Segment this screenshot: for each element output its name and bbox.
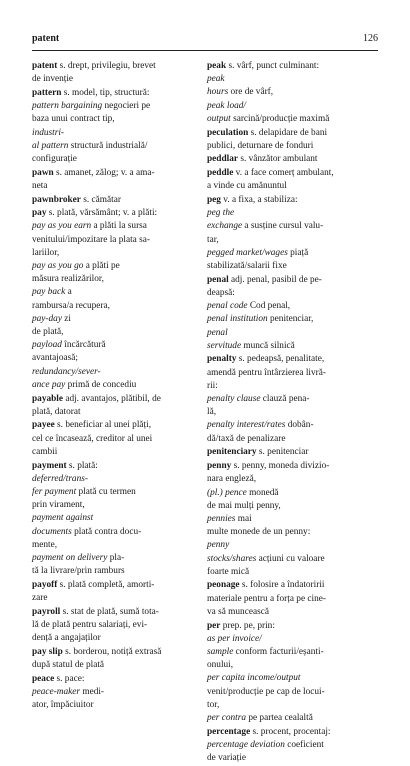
entry-line — [207, 180, 375, 193]
entry-headword: pay — [32, 208, 47, 219]
entry-italic-phrase: al pattern — [32, 140, 69, 151]
dictionary-entry — [32, 207, 200, 392]
entry-italic-phrase: payload — [32, 340, 62, 351]
entry-text: onului, — [207, 660, 234, 671]
dictionary-entry — [32, 646, 200, 672]
entry-text: s. model, tip, structură: — [61, 87, 150, 98]
entry-line — [207, 752, 375, 765]
entry-line — [32, 247, 200, 260]
entry-line — [207, 340, 375, 353]
entry-text: plată contra docu- — [71, 526, 142, 537]
entry-line — [32, 87, 200, 100]
entry-text: lariilor, — [32, 247, 60, 258]
entry-line — [32, 686, 200, 699]
entry-headword: peonage — [207, 580, 240, 591]
entry-line — [207, 433, 375, 446]
entry-text: monedă — [246, 487, 279, 498]
entry-line — [32, 313, 200, 326]
entry-headword: payable — [32, 393, 63, 404]
entry-text: prep. pe, prin: — [220, 620, 275, 631]
entry-text: s. stat de plată, sumă tota- — [60, 606, 159, 617]
entry-text: rambursa/a recupera, — [32, 300, 110, 311]
entry-text: a — [65, 287, 72, 298]
entry-text: după statul de plată — [32, 660, 105, 671]
entry-text: mai — [235, 513, 252, 524]
entry-text: multe monede de un penny: — [207, 527, 311, 538]
entry-line — [207, 579, 375, 592]
entry-italic-phrase: pay-day — [32, 313, 62, 324]
entry-line — [207, 127, 375, 140]
entry-line — [32, 339, 200, 352]
entry-line — [207, 446, 375, 459]
entry-line — [207, 234, 375, 247]
entry-line — [32, 592, 200, 605]
entry-text: mente, — [32, 539, 58, 550]
entry-line — [207, 100, 375, 113]
entry-line — [207, 300, 375, 313]
entry-line — [32, 127, 200, 140]
entry-line — [207, 526, 375, 539]
entry-line — [32, 207, 200, 220]
entry-italic-phrase: pay as you earn — [32, 221, 92, 232]
entry-line — [207, 606, 375, 619]
entry-text: adj. penal, pasibil de pe- — [228, 274, 322, 285]
entry-line — [207, 60, 375, 73]
entry-headword: payee — [32, 420, 55, 431]
entry-line — [207, 500, 375, 513]
entry-line — [207, 419, 375, 432]
entry-line — [32, 473, 200, 486]
entry-line — [32, 499, 200, 512]
entry-italic-phrase: servitude — [207, 340, 242, 351]
entry-text: piață — [287, 247, 309, 258]
entry-headword: peculation — [207, 127, 249, 138]
entry-line — [207, 593, 375, 606]
entry-line — [32, 486, 200, 499]
entry-italic-phrase: percentage deviation — [207, 739, 285, 750]
entry-text: neta — [32, 180, 48, 191]
entry-text: clauză pena- — [260, 394, 310, 405]
entry-line — [32, 300, 200, 313]
entry-text: baza unui contract tip, — [32, 114, 115, 125]
entry-italic-phrase: penalty interest/rates — [207, 420, 286, 431]
entry-line — [207, 406, 375, 419]
dictionary-entry — [207, 620, 375, 726]
entry-text: s. plată, vărsământ; v. a plăti: — [46, 208, 158, 219]
entry-text: v. a fixa, a stabiliza: — [220, 195, 298, 206]
entry-line — [32, 220, 200, 233]
entry-text: deapsă: — [207, 287, 235, 298]
dictionary-entry — [207, 153, 375, 166]
entry-italic-phrase: industri- — [32, 127, 65, 138]
dictionary-entry — [207, 127, 375, 153]
entry-text: ator, împăciuitor — [32, 700, 94, 711]
entry-text: pla- — [107, 553, 125, 564]
entry-headword: peddlar — [207, 154, 238, 165]
entry-italic-phrase: ance pay — [32, 379, 66, 390]
entry-line — [32, 646, 200, 659]
entry-text: dență a angajaților — [32, 633, 101, 644]
entry-italic-phrase: pay as you go — [32, 261, 84, 272]
entry-text: tar, — [207, 234, 219, 245]
entry-line — [32, 273, 200, 286]
entry-text: s. penitenciar — [256, 447, 309, 458]
entry-text: s. folosire a îndatoririi — [239, 580, 325, 591]
entry-line — [32, 234, 200, 247]
entry-text: s. delapidare de bani — [248, 127, 328, 138]
entry-line — [32, 326, 200, 339]
entry-text: rii: — [207, 380, 218, 391]
entry-line — [32, 194, 200, 207]
dictionary-entry — [32, 460, 200, 579]
entry-line — [207, 153, 375, 166]
entry-italic-phrase: (pl.) pence — [207, 487, 247, 498]
entry-text: Cod penal, — [247, 301, 291, 312]
entry-line — [32, 419, 200, 432]
entry-text: s. penny, moneda divizio- — [231, 461, 330, 472]
entry-text: tor, — [207, 699, 220, 710]
entry-text: a plăti pe — [83, 261, 120, 272]
entry-text: a vinde cu amănuntul — [207, 181, 287, 192]
dictionary-entry — [207, 579, 375, 619]
dictionary-entry — [32, 60, 200, 86]
entry-italic-phrase: as per invoice/ — [207, 633, 262, 644]
entry-text: a plăti la sursa — [91, 221, 147, 232]
entry-headword: penny — [207, 461, 232, 472]
entry-line — [32, 366, 200, 379]
entry-text: plată, datorat — [32, 406, 81, 417]
dictionary-entry — [207, 194, 375, 273]
entry-line — [207, 140, 375, 153]
entry-text: de plată, — [32, 327, 64, 338]
entry-line — [32, 113, 200, 126]
entry-italic-phrase: payment on delivery — [32, 553, 108, 564]
entry-line — [32, 673, 200, 686]
entry-line — [32, 606, 200, 619]
entry-text: adj. avantajos, plătibil, de — [63, 393, 161, 404]
entry-headword: per — [207, 620, 221, 631]
entry-line — [32, 619, 200, 632]
entry-text: v. a face comerț ambulant, — [233, 168, 334, 179]
entry-text: s. beneficiar al unei plăți, — [54, 420, 152, 431]
entry-text: pe partea cealaltă — [246, 712, 313, 723]
entry-text: încărcătură — [61, 340, 106, 351]
entry-line — [32, 460, 200, 473]
entry-line — [207, 113, 375, 126]
dictionary-entry — [32, 579, 200, 605]
entry-line — [32, 180, 200, 193]
dictionary-entry — [207, 274, 375, 353]
entry-line — [32, 512, 200, 525]
entry-line — [207, 393, 375, 406]
entry-headword: payoff — [32, 579, 58, 590]
entry-text: materiale pentru a forța pe cine- — [207, 593, 326, 604]
entry-line — [207, 327, 375, 340]
entry-text: prin virament, — [32, 500, 85, 511]
dictionary-entry — [207, 460, 375, 579]
dictionary-entry — [207, 353, 375, 445]
entry-headword: peace — [32, 673, 55, 684]
entry-line — [32, 352, 200, 365]
entry-italic-phrase: penal code — [207, 301, 248, 312]
entry-text: de mai mulți penny, — [207, 500, 281, 511]
entry-headword: pattern — [32, 87, 62, 98]
entry-italic-phrase: pegged market/wages — [207, 247, 288, 258]
entry-italic-phrase: pattern bargaining — [32, 101, 103, 112]
entry-italic-phrase: fer payment — [32, 487, 77, 497]
entry-italic-phrase: payment against — [32, 513, 94, 524]
entry-text: dobân- — [285, 420, 314, 431]
entry-text: s. cămătar — [80, 194, 121, 205]
running-headword: patent — [32, 33, 60, 44]
dictionary-entry — [32, 419, 200, 459]
right-column — [207, 60, 375, 766]
entry-headword: percentage — [207, 726, 251, 737]
entry-line — [207, 194, 375, 207]
entry-line — [207, 260, 375, 273]
dictionary-entry — [32, 606, 200, 646]
entry-line — [207, 220, 375, 233]
entry-text: venitului/impozitare la plata sa- — [32, 234, 150, 245]
entry-text: coeficient — [284, 739, 324, 750]
entry-headword: penal — [207, 274, 229, 285]
entry-italic-phrase: stocks/shares — [207, 553, 257, 564]
entry-text: s. vânzător ambulant — [238, 154, 318, 165]
entry-headword: payroll — [32, 606, 61, 617]
entry-line — [32, 446, 200, 459]
entry-line — [32, 60, 200, 73]
entry-text: de invenție — [32, 74, 74, 85]
entry-italic-phrase: hours — [207, 87, 229, 98]
entry-text: ore de vârf, — [228, 87, 274, 98]
entry-line — [207, 739, 375, 752]
entry-line — [32, 153, 200, 166]
page-header — [32, 32, 378, 51]
entry-headword: payment — [32, 460, 67, 471]
entry-line — [207, 513, 375, 526]
entry-italic-phrase: output — [207, 113, 231, 124]
entry-italic-phrase: pay back — [32, 287, 66, 298]
dictionary-entry — [32, 167, 200, 193]
entry-text: venit/producție pe cap de locui- — [207, 686, 325, 697]
entry-line — [32, 406, 200, 419]
entry-line — [207, 539, 375, 552]
entry-line — [207, 313, 375, 326]
entry-italic-phrase: peak — [207, 74, 225, 85]
entry-headword: peak — [207, 61, 227, 71]
entry-text: va să muncească — [207, 606, 269, 617]
entry-text: lă de plată pentru salariați, evi- — [32, 620, 148, 631]
entry-italic-phrase: exchange — [207, 221, 243, 232]
entry-text: stabilizată/salarii fixe — [207, 261, 287, 272]
dictionary-entry — [32, 194, 200, 207]
entry-text: s. borderou, notiță extrasă — [62, 646, 162, 657]
entry-italic-phrase: penalty clause — [207, 394, 261, 405]
entry-line — [207, 86, 375, 99]
entry-text: de variație — [207, 753, 246, 764]
entry-text: penitenciar, — [267, 314, 314, 325]
entry-text: primă de concediu — [65, 379, 137, 390]
left-column — [32, 60, 200, 713]
entry-line — [207, 699, 375, 712]
entry-text: plată cu termen — [76, 487, 136, 497]
entry-italic-phrase: peace-maker — [32, 687, 81, 698]
entry-line — [32, 100, 200, 113]
entry-line — [32, 579, 200, 592]
entry-line — [32, 433, 200, 446]
entry-text: cel ce încasează, creditor al unei — [32, 433, 153, 444]
entry-line — [207, 287, 375, 300]
entry-text: s. drept, privilegiu, brevet — [57, 61, 156, 71]
entry-text: s. pedeapsă, penalitate, — [236, 354, 325, 365]
entry-line — [207, 460, 375, 473]
entry-italic-phrase: redundancy/sever- — [32, 366, 101, 377]
entry-text: s. procent, procentaj: — [250, 726, 331, 737]
entry-line — [32, 73, 200, 86]
entry-italic-phrase: penal — [207, 327, 228, 338]
entry-line — [207, 646, 375, 659]
page-number: 126 — [363, 33, 378, 44]
dictionary-entry — [207, 167, 375, 193]
entry-line — [32, 286, 200, 299]
dictionary-entry — [207, 446, 375, 459]
entry-line — [32, 552, 200, 565]
entry-text: negocieri pe — [102, 101, 151, 112]
entry-line — [32, 565, 200, 578]
entry-line — [207, 207, 375, 220]
entry-line — [207, 553, 375, 566]
entry-line — [32, 393, 200, 406]
entry-line — [207, 274, 375, 287]
entry-line — [32, 699, 200, 712]
dictionary-entry — [32, 393, 200, 419]
entry-text: s. pace: — [54, 673, 85, 684]
entry-line — [32, 526, 200, 539]
entry-italic-phrase: deferred/trans- — [32, 473, 88, 484]
entry-text: conform facturii/eșanti- — [233, 646, 324, 657]
entry-text: s. amanet, zălog; v. a ama- — [53, 167, 155, 178]
entry-italic-phrase: peak load/ — [207, 100, 246, 111]
entry-text: măsura realizărilor, — [32, 274, 104, 285]
entry-headword: pay slip — [32, 646, 63, 657]
entry-text: a susține cursul valu- — [242, 221, 324, 232]
entry-text: nara engleză, — [207, 474, 257, 485]
entry-line — [207, 566, 375, 579]
entry-text: structură industrială/ — [68, 140, 148, 151]
entry-text: cambii — [32, 446, 58, 457]
entry-line — [32, 659, 200, 672]
entry-line — [207, 633, 375, 646]
entry-text: zi — [61, 313, 71, 324]
entry-line — [207, 712, 375, 725]
entry-headword: peg — [207, 195, 221, 206]
entry-headword: pawn — [32, 167, 54, 178]
entry-text: medi- — [80, 687, 105, 698]
entry-text: lă, — [207, 407, 217, 418]
entry-line — [207, 473, 375, 486]
entry-text: zare — [32, 593, 48, 604]
entry-line — [32, 167, 200, 180]
entry-headword: penitenciary — [207, 447, 257, 458]
entry-text: s. vârf, punct culminant: — [226, 61, 320, 71]
entry-text: acțiuni cu valoare — [256, 553, 325, 564]
entry-text: configurație — [32, 153, 77, 164]
entry-italic-phrase: documents — [32, 526, 72, 537]
entry-italic-phrase: per contra — [207, 712, 246, 723]
dictionary-entry — [32, 87, 200, 166]
entry-text: s. plată: — [66, 460, 98, 471]
entry-line — [207, 167, 375, 180]
entry-line — [207, 686, 375, 699]
entry-line — [207, 672, 375, 685]
entry-text: amendă pentru întârzierea livră- — [207, 367, 326, 378]
entry-line — [32, 260, 200, 273]
entry-text: foarte mică — [207, 566, 250, 577]
entry-line — [207, 659, 375, 672]
entry-italic-phrase: pennies — [207, 513, 236, 524]
entry-line — [207, 620, 375, 633]
dictionary-entry — [32, 673, 200, 713]
entry-italic-phrase: per capita income/output — [207, 673, 301, 684]
entry-line — [207, 380, 375, 393]
entry-line — [32, 539, 200, 552]
entry-line — [207, 353, 375, 366]
entry-italic-phrase: penal institution — [207, 314, 268, 325]
entry-line — [207, 73, 375, 86]
entry-line — [207, 726, 375, 739]
entry-text: tă la livrare/prin ramburs — [32, 566, 125, 577]
entry-italic-phrase: sample — [207, 646, 234, 657]
entry-headword: peddle — [207, 168, 234, 179]
entry-line — [32, 632, 200, 645]
entry-line — [207, 247, 375, 260]
entry-headword: pawnbroker — [32, 194, 81, 205]
entry-text: avantajoasă; — [32, 353, 78, 364]
entry-italic-phrase: penny — [207, 540, 230, 551]
entry-italic-phrase: peg the — [207, 208, 235, 219]
entry-line — [32, 140, 200, 153]
entry-line — [207, 487, 375, 500]
entry-line — [207, 367, 375, 380]
entry-line — [32, 379, 200, 392]
entry-text: sarcină/producție maximă — [230, 113, 330, 124]
dictionary-entry — [207, 60, 375, 126]
entry-text: dă/taxă de penalizare — [207, 433, 286, 444]
entry-headword: penalty — [207, 354, 237, 365]
entry-text: publici, deturnare de fonduri — [207, 140, 314, 151]
entry-text: muncă silnică — [241, 340, 295, 351]
entry-text: s. plată completă, amorti- — [57, 579, 155, 590]
dictionary-entry — [207, 726, 375, 766]
entry-headword: patent — [32, 61, 58, 71]
